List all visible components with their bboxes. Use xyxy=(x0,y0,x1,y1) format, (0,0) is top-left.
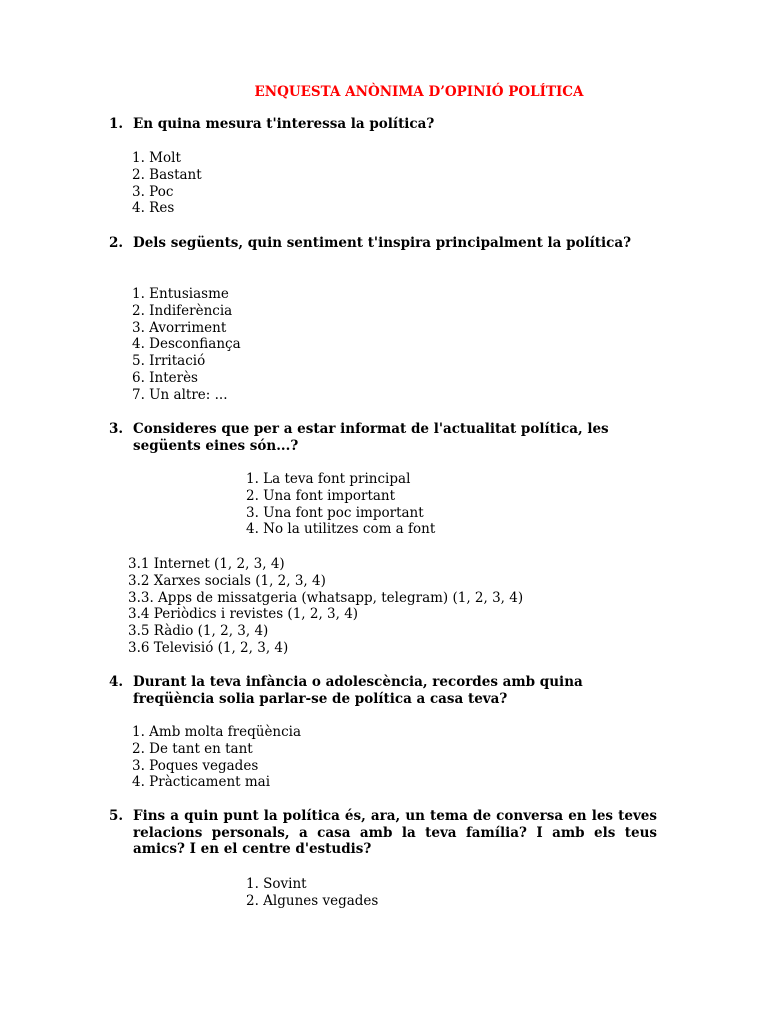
question-text: Dels següents, quin sentiment t'inspira principalment la política? xyxy=(133,235,632,251)
question-1-options xyxy=(132,150,202,217)
option: 3. Una font poc important xyxy=(246,504,424,521)
option: 1. Molt xyxy=(132,150,181,166)
question-5-options xyxy=(246,876,378,910)
option: 4. Desconfiança xyxy=(132,336,241,353)
option: 2. Indiferència xyxy=(132,302,233,319)
question-4-options xyxy=(132,724,301,791)
option: 3. Avorriment xyxy=(132,319,227,336)
sub-item: 3.4 Periòdics i revistes (1, 2, 3, 4) xyxy=(128,606,359,623)
question-3 xyxy=(109,421,657,454)
option: 2. Algunes vegades xyxy=(246,892,379,909)
question-number: 2. xyxy=(109,235,124,251)
question-number: 3. xyxy=(109,421,124,437)
question-text: Fins a quin punt la política és, ara, un tema de conversa en les teves relacions personals, a casa amb la teva família? I amb els teus amics? I en el centre d'estudis? xyxy=(133,808,657,857)
question-number: 4. xyxy=(109,674,124,690)
option: 1. Amb molta freqüència xyxy=(132,724,302,740)
sub-item: 3.3. Apps de missatgeria (whatsapp, telegram) (1, 2, 3, 4) xyxy=(128,589,524,606)
question-number: 1. xyxy=(109,116,124,132)
option: 1. La teva font principal xyxy=(246,471,411,487)
sub-item: 3.1 Internet (1, 2, 3, 4) xyxy=(128,556,285,572)
option: 1. Entusiasme xyxy=(132,286,229,302)
question-4 xyxy=(109,674,657,707)
option: 6. Interès xyxy=(132,369,198,386)
option: 4. Res xyxy=(132,200,175,217)
question-2-options xyxy=(132,286,241,404)
survey-title: ENQUESTA ANÒNIMA D’OPINIÓ POLÍTICA xyxy=(254,84,584,100)
question-1 xyxy=(109,116,657,133)
question-text: Consideres que per a estar informat de l'actualitat política, les següents eines són...? xyxy=(133,421,609,454)
option: 3. Poc xyxy=(132,183,174,200)
option: 4. Pràcticament mai xyxy=(132,774,271,791)
question-3-sub-items xyxy=(128,556,523,657)
option: 2. Una font important xyxy=(246,487,396,504)
question-3-options xyxy=(246,471,435,538)
option: 3. Poques vegades xyxy=(132,757,259,774)
question-text: Durant la teva infància o adolescència, recordes amb quina freqüència solia parlar-se de política a casa teva? xyxy=(133,674,583,707)
question-number: 5. xyxy=(109,808,124,824)
option: 2. Bastant xyxy=(132,166,202,183)
question-2 xyxy=(109,235,657,252)
sub-item: 3.6 Televisió (1, 2, 3, 4) xyxy=(128,639,289,656)
question-5 xyxy=(109,808,657,858)
option: 7. Un altre: ... xyxy=(132,386,228,403)
sub-item: 3.2 Xarxes socials (1, 2, 3, 4) xyxy=(128,572,326,589)
option: 4. No la utilitzes com a font xyxy=(246,521,436,538)
option: 1. Sovint xyxy=(246,876,307,892)
question-text: En quina mesura t'interessa la política? xyxy=(133,116,435,132)
option: 2. De tant en tant xyxy=(132,740,253,757)
option: 5. Irritació xyxy=(132,353,206,370)
sub-item: 3.5 Ràdio (1, 2, 3, 4) xyxy=(128,623,269,640)
